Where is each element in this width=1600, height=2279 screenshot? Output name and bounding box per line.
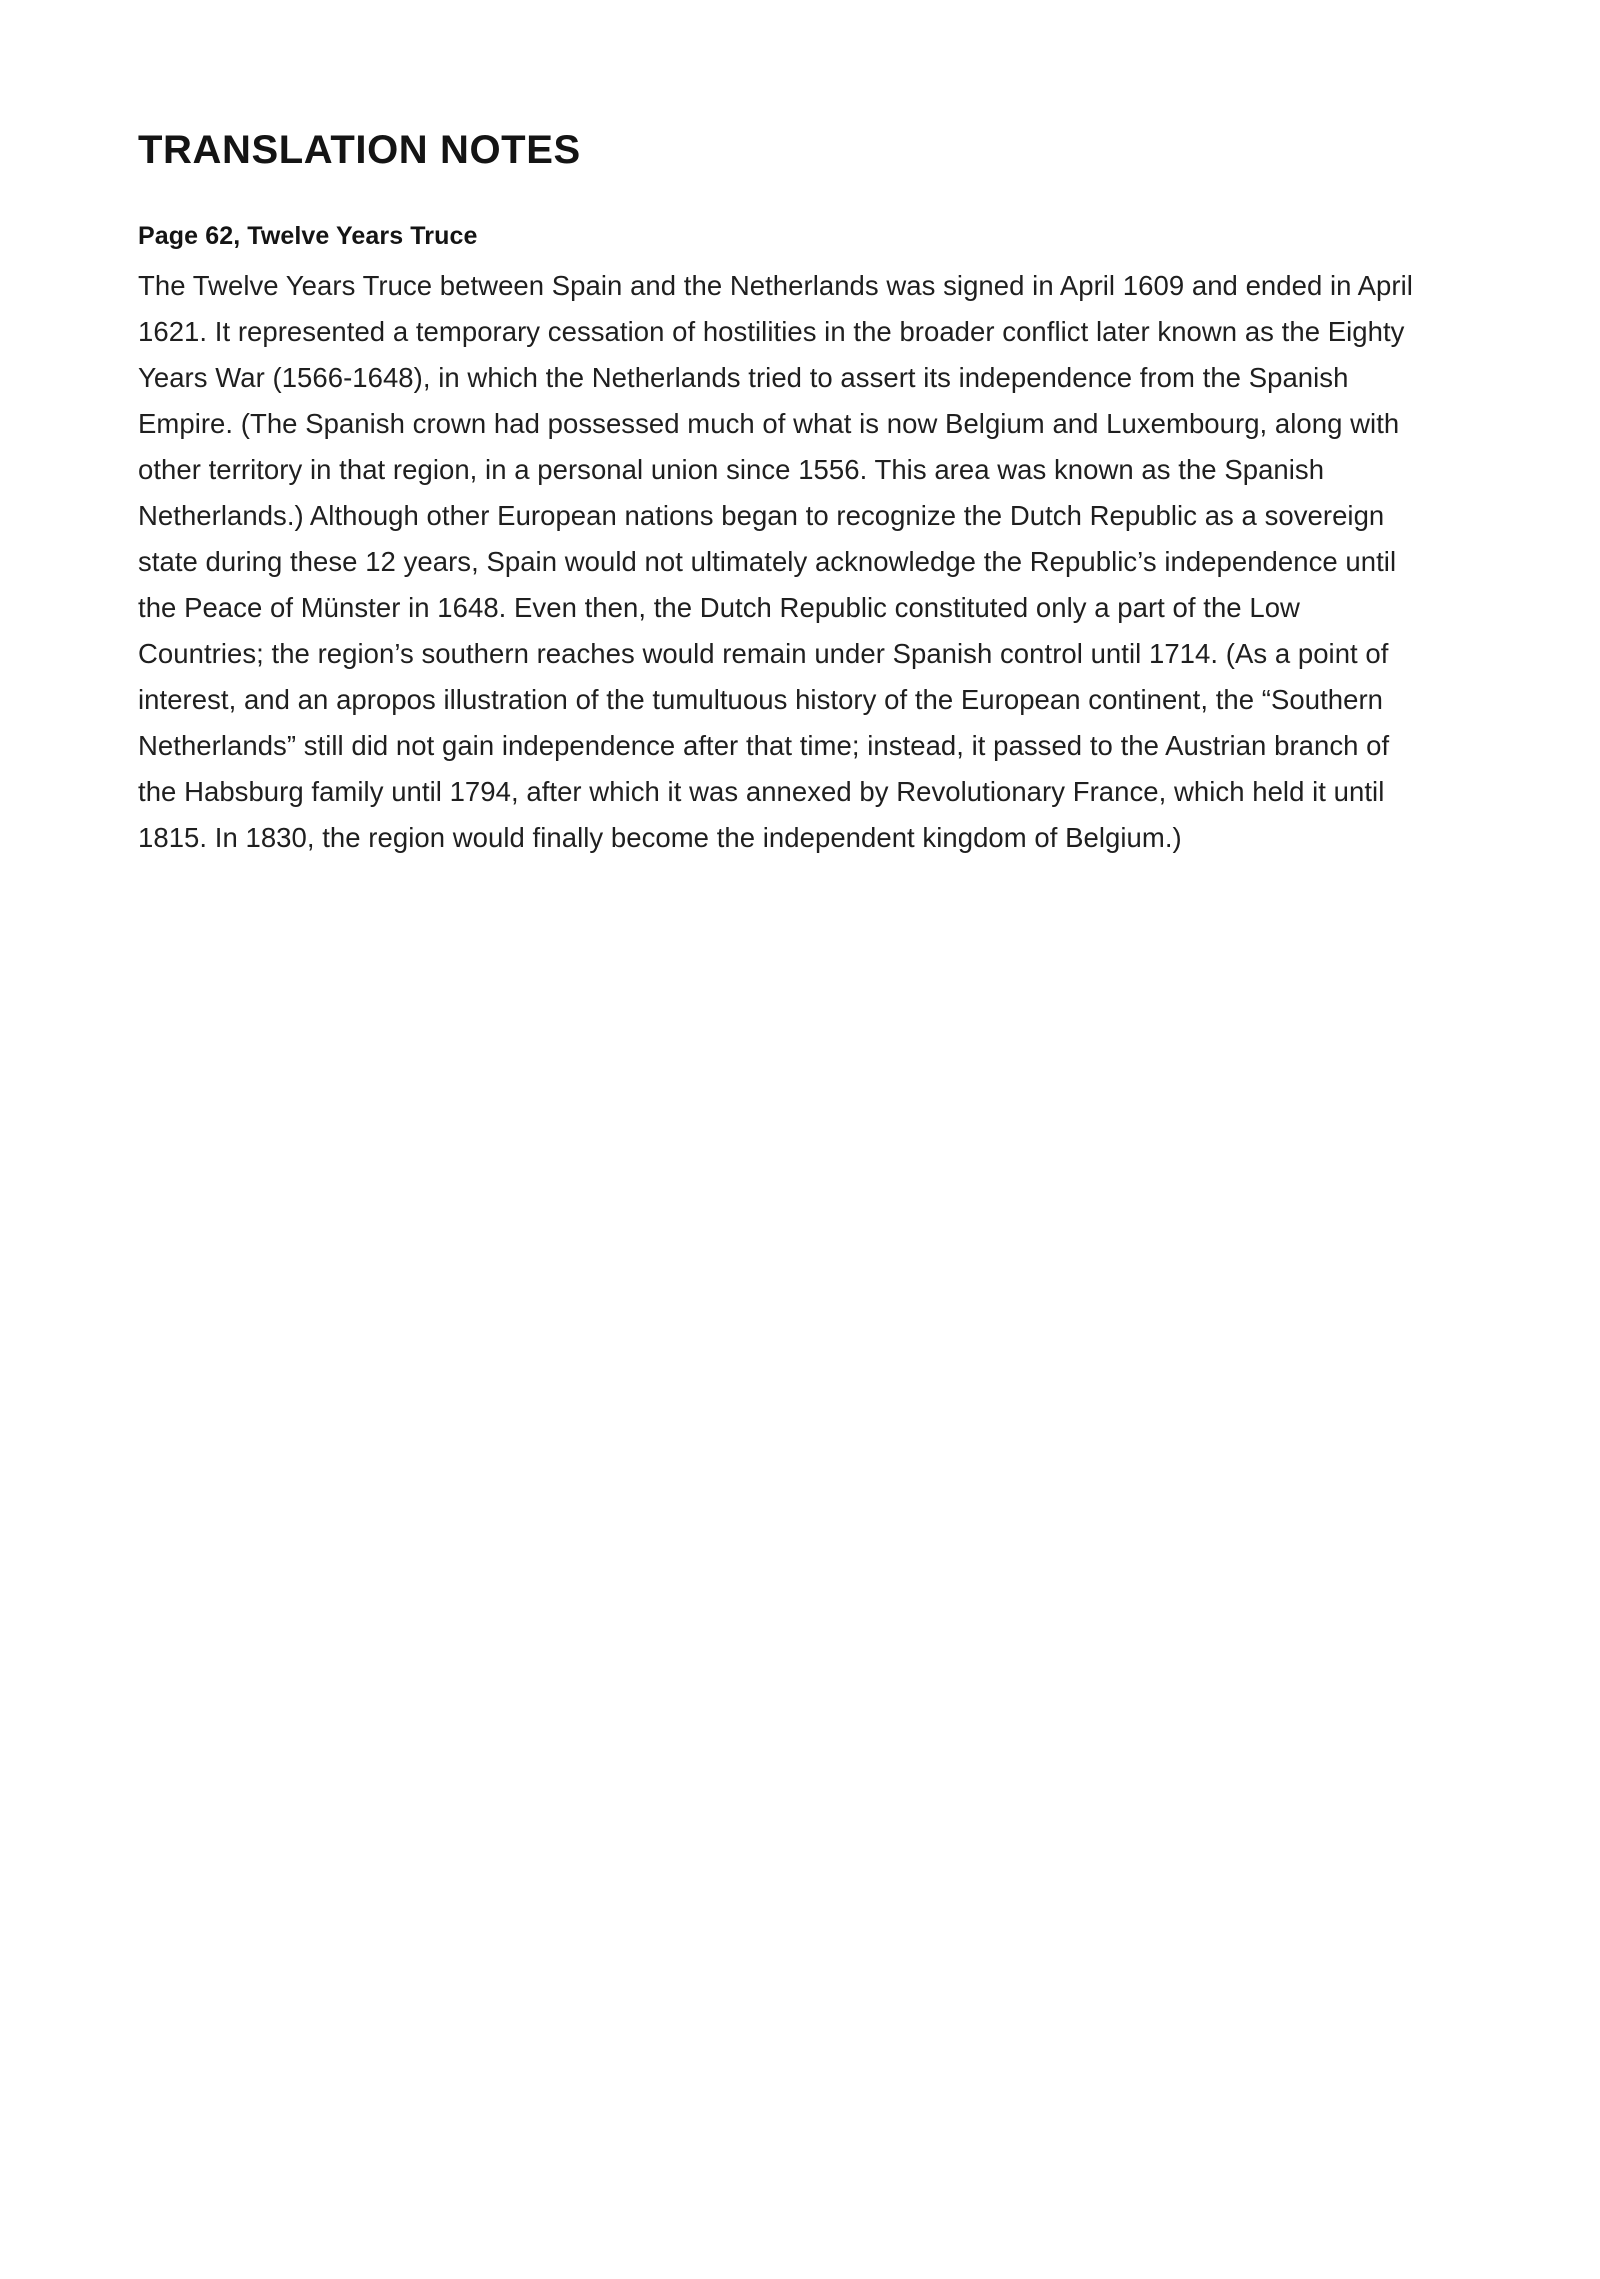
note-heading: Page 62, Twelve Years Truce: [138, 222, 478, 250]
translation-note: [138, 222, 1418, 861]
page-title: TRANSLATION NOTES: [138, 128, 581, 172]
note-body: The Twelve Years Truce between Spain and the Netherlands was signed in April 1609 and ended in April 1621. It represented a temporary cessation of hostilities in the broader conflict later known as the Eighty Years War (1566-1648), in which the Netherlands tried to assert its independence from the Spanish Empire. (The Spanish crown had possessed much of what is now Belgium and Luxembourg, along with other territory in that region, in a personal union since 1556. This area was known as the Spanish Netherlands.) Although other European nations began to recognize the Dutch Republic as a sovereign state during these 12 years, Spain would not ultimately acknowledge the Republic’s independence until the Peace of Münster in 1648. Even then, the Dutch Republic constituted only a part of the Low Countries; the region’s southern reaches would remain under Spanish control until 1714. (As a point of interest, and an apropos illustration of the tumultuous history of the European continent, the “Southern Netherlands” still did not gain independence after that time; instead, it passed to the Austrian branch of the Habsburg family until 1794, after which it was annexed by Revolutionary France, which held it until 1815. In 1830, the region would finally become the independent kingdom of Belgium.): [138, 270, 1413, 853]
